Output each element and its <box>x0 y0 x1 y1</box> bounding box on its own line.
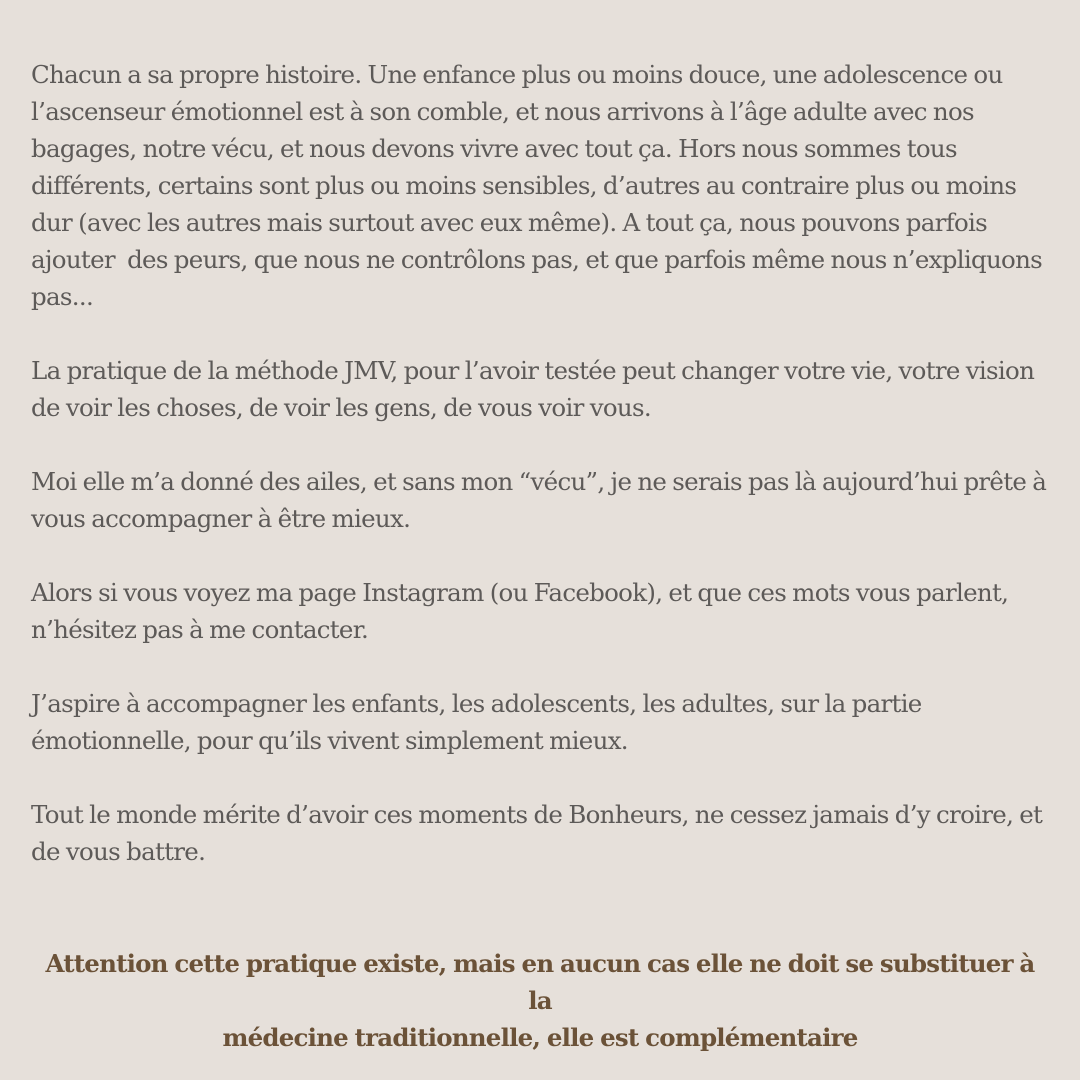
disclaimer-line-1: Attention cette pratique existe, mais en aucun cas elle ne doit se substituer à la <box>45 949 1035 1015</box>
paragraph-personal: Moi elle m’a donné des ailes, et sans mon “vécu”, je ne serais pas là aujourd’hui prête à vous accompagner à être mieux. <box>31 467 1053 533</box>
body-text <box>31 56 1056 907</box>
paragraph-aspiration: J’aspire à accompagner les enfants, les adolescents, les adultes, sur la partie émotionnelle, pour qu’ils vivent simplement mieux. <box>31 689 928 755</box>
disclaimer <box>40 945 1040 1056</box>
paragraph-intro: Chacun a sa propre histoire. Une enfance plus ou moins douce, une adolescence ou l’ascenseur émotionnel est à son comble, et nous arrivons à l’âge adulte avec nos bagages, notre vécu, et nous devons vivre avec tout ça. Hors nous sommes tous différents, certains sont plus ou moins sensibles, d’autres au contraire plus ou moins dur (avec les autres mais surtout avec eux même). A tout ça, nous pouvons parfois ajouter des peurs, que nous ne contrôlons pas, et que parfois même nous n’expliquons pas... <box>31 60 1049 311</box>
paragraph-method: La pratique de la méthode JMV, pour l’avoir testée peut changer votre vie, votre vision de voir les choses, de voir les gens, de vous voir vous. <box>31 356 1041 422</box>
paragraph-closing: Tout le monde mérite d’avoir ces moments de Bonheurs, ne cessez jamais d’y croire, et de vous battre. <box>31 800 1049 866</box>
disclaimer-line-2: médecine traditionnelle, elle est complémentaire <box>222 1023 858 1052</box>
paragraph-contact: Alors si vous voyez ma page Instagram (ou Facebook), et que ces mots vous parlent, n’hésitez pas à me contacter. <box>31 578 1015 644</box>
